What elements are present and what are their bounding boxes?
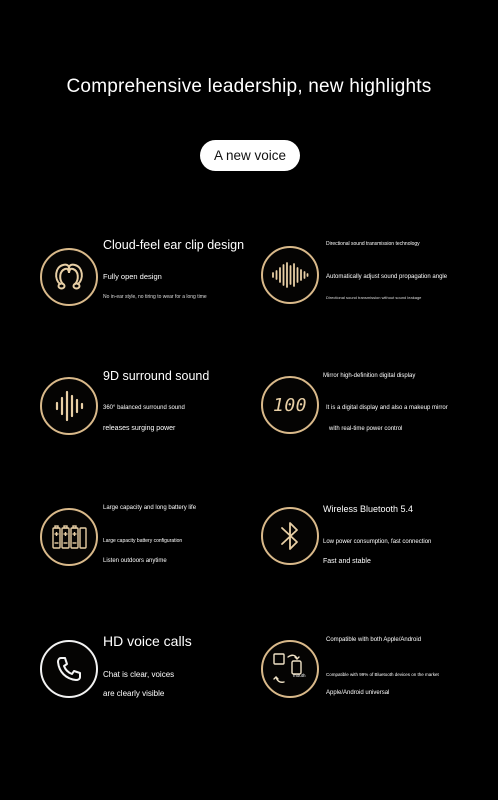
surround-title: 9D surround sound [103,369,210,383]
digital-display-icon [261,376,319,434]
display-readout: 100 [272,394,307,416]
bluetooth-line2: Fast and stable [323,558,371,565]
directional-line1: Automatically adjust sound propagation angle [326,274,448,280]
ear-clip-icon [40,248,98,306]
bluetooth-icon [261,507,319,565]
display-line0: Mirror high-definition digital display [323,373,416,379]
compat-line1: Compatible with 99% of Bluetooth devices on the market [326,672,439,677]
battery-line1: Large capacity battery configuration [103,538,183,544]
bluetooth-line1: Low power consumption, fast connection [323,539,432,545]
ear-clip-line2: No in-ear style, no tiring to wear for a long time [103,294,207,300]
phone-icon [40,640,98,698]
audio-bars-icon [40,377,98,435]
device-rotate-icon [261,640,319,698]
voice-calls-title: HD voice calls [103,633,192,649]
directional-line2: Directional sound transmission without sound leakage [326,295,422,300]
ear-clip-line1: Fully open design [103,272,162,281]
new-voice-button[interactable]: A new voice [200,140,300,171]
device-icon-label: mouth [293,673,306,678]
display-line2: with real-time power control [329,426,403,432]
directional-line0: Directional sound transmission technology [326,241,420,247]
battery-icon [40,508,98,566]
voice-calls-line1: Chat is clear, voices [103,670,175,679]
page-title: Comprehensive leadership, new highlights [66,76,432,97]
battery-line0: Large capacity and long battery life [103,505,197,511]
surround-line2: releases surging power [103,425,176,432]
compat-line2: Apple/Android universal [326,690,390,696]
sound-wave-icon [261,246,319,304]
ear-clip-title: Cloud-feel ear clip design [103,238,245,252]
bluetooth-title: Wireless Bluetooth 5.4 [323,504,414,514]
voice-calls-line2: are clearly visible [103,689,165,698]
display-line1: It is a digital display and also a makeup mirror [326,405,448,411]
battery-line2: Listen outdoors anytime [103,558,167,564]
surround-line1: 360° balanced surround sound [103,405,185,411]
compat-line0: Compatible with both Apple/Android [326,637,422,643]
